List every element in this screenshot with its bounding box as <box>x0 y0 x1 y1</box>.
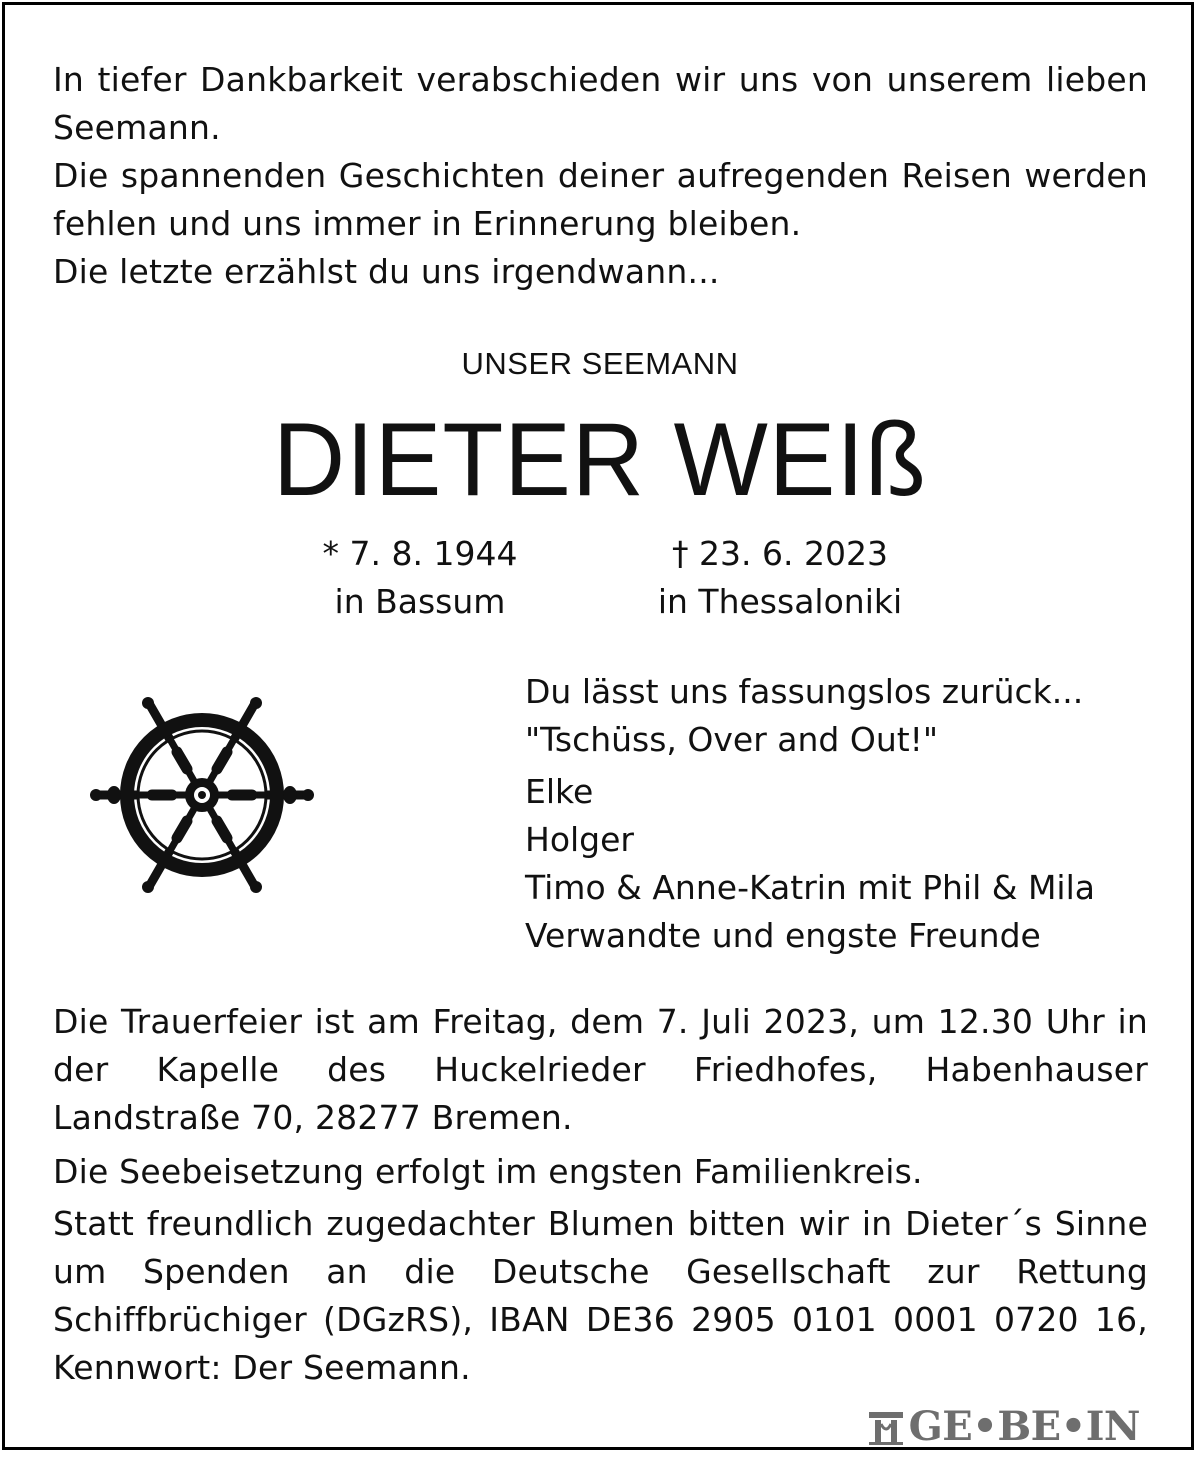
mourners-block <box>525 668 1095 960</box>
subtitle: UNSER SEEMANN <box>461 346 739 381</box>
ship-wheel-icon <box>86 692 318 898</box>
ceremony-text: Die Trauerfeier ist am Freitag, dem 7. Juli 2023, um 12.30 Uhr in der Kapelle des Huckelrieder Friedhofes, Habenhauser Landstraße 70, 28277 Bremen. <box>53 1002 1148 1137</box>
service-details <box>53 998 1148 1396</box>
death-date: † 23. 6. 2023 <box>672 534 888 573</box>
birth-info <box>300 530 540 626</box>
mourner-name: Verwandte und engste Freunde <box>525 916 1041 955</box>
intro-text <box>53 56 1148 296</box>
farewell-quote: "Tschüss, Over and Out!" <box>525 720 939 759</box>
farewell-line: Du lässt uns fassungslos zurück... <box>525 672 1084 711</box>
donation-text: Statt freundlich zugedachter Blumen bitten wir in Dieter´s Sinne um Spenden an die Deutsche Gesellschaft zur Rettung Schiffbrüchiger (DGzRS), IBAN DE36 2905 0101 0001 0720 16, Kennwort: Der Seemann. <box>53 1204 1148 1387</box>
intro-line-1: In tiefer Dankbarkeit verabschieden wir uns von unserem lieben Seemann. <box>53 60 1148 147</box>
mourner-name: Timo & Anne-Katrin mit Phil & Mila <box>525 868 1095 907</box>
deceased-name: DIETER WEIß <box>273 402 927 518</box>
burial-text: Die Seebeisetzung erfolgt im engsten Familienkreis. <box>53 1152 923 1191</box>
death-info <box>630 530 930 626</box>
intro-line-3: Die letzte erzählst du uns irgendwann... <box>53 252 720 291</box>
intro-line-2: Die spannenden Geschichten deiner aufregenden Reisen werden fehlen und uns immer in Erinnerung bleiben. <box>53 156 1148 243</box>
death-place: in Thessaloniki <box>657 582 903 621</box>
birth-date: * 7. 8. 1944 <box>322 534 518 573</box>
birth-place: in Bassum <box>334 582 506 621</box>
mourner-name: Holger <box>525 820 634 859</box>
gebein-logo-icon <box>867 1408 905 1446</box>
mourner-name: Elke <box>525 772 594 811</box>
logo-text: GE•BE•IN <box>908 1403 1140 1450</box>
publisher-logo <box>867 1403 1140 1450</box>
